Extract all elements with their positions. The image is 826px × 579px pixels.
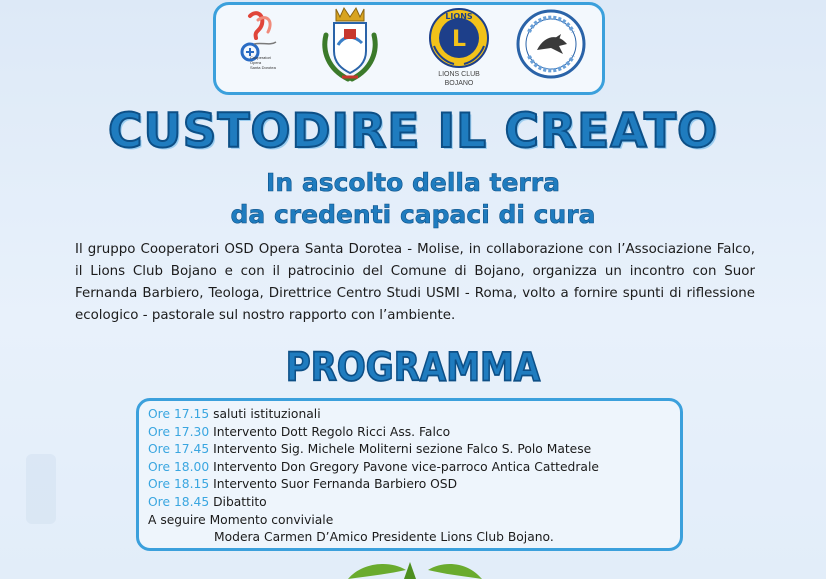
follow-up-line: A seguire Momento conviviale [148, 512, 334, 527]
coop-caption-line: Opera [250, 60, 262, 65]
programma-row [148, 441, 672, 459]
programma-row [148, 424, 672, 442]
programma-time: Ore 17.45 [148, 442, 210, 457]
coop-caption-line: Santa Dorotea [250, 65, 276, 70]
lions-letter: L [451, 27, 467, 52]
programma-activity: Intervento Dott Regolo Ricci Ass. Falco [213, 424, 451, 439]
programma-time: Ore 18.00 [148, 459, 210, 474]
programma-time: Ore 18.15 [148, 477, 210, 492]
background-smudge [22, 450, 62, 534]
programma-time: Ore 17.15 [148, 407, 210, 421]
subtitle-line-2: da credenti capaci di cura [230, 200, 596, 229]
lions-ring-text: LIONS [445, 12, 473, 21]
lions-caption-line: LIONS CLUB [438, 71, 480, 78]
programma-box [136, 398, 683, 551]
plant-sprout-image [340, 556, 490, 579]
programma-heading: PROGRAMMA [285, 345, 541, 391]
programma-activity: Dibattito [213, 494, 267, 509]
lions-caption [424, 70, 494, 88]
lions-caption-line: BOJANO [444, 80, 474, 87]
coop-caption-line: Cooperatori [250, 55, 271, 60]
comune-bojano-crest [318, 5, 382, 87]
programma-activity: Intervento Suor Fernanda Barbiero OSD [213, 477, 458, 492]
subtitle-line-1: In ascolto della terra [266, 168, 560, 197]
programma-time: Ore 17.30 [148, 424, 210, 439]
lions-club-logo [424, 6, 494, 70]
associazione-falco-logo [515, 8, 587, 80]
programma-row [148, 494, 672, 512]
programma-row [148, 476, 672, 494]
programma-time: Ore 18.45 [148, 494, 210, 509]
programma-activity: Intervento Sig. Michele Moliterni sezione Falco S. Polo Matese [213, 442, 592, 457]
programma-row [148, 406, 672, 424]
programma-activity: Intervento Don Gregory Pavone vice-parroco Antica Cattedrale [213, 459, 599, 474]
cooperatori-caption [250, 55, 298, 70]
programma-activity: saluti istituzionali [213, 407, 321, 421]
intro-paragraph: Il gruppo Cooperatori OSD Opera Santa Dorotea - Molise, in collaborazione con l’Associazione Falco, il Lions Club Bojano e con il patrocinio del Comune di Bojano, organizza un incontro con Suor Fernanda Barbiero, Teologa, Direttrice Centro Studi USMI - Roma, volto a fornire spunti di riflessione ecologico - pastorale sul nostro rapporto con l’ambiente. [75, 242, 755, 323]
moderator-line: Modera Carmen D’Amico Presidente Lions Club Bojano. [214, 530, 554, 545]
page-title: CUSTODIRE IL CREATO [107, 104, 718, 159]
programma-row [148, 459, 672, 477]
